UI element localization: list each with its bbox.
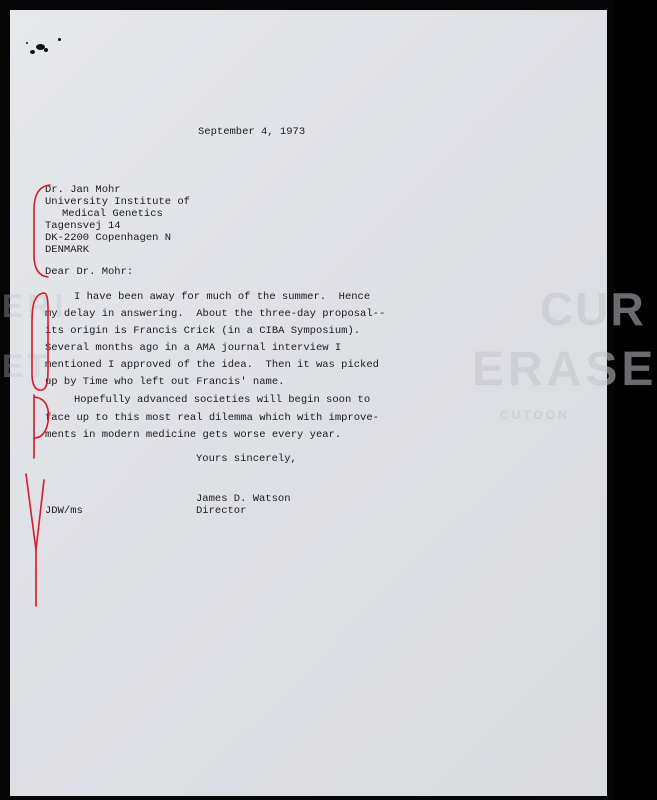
salutation: Dear Dr. Mohr: — [45, 266, 134, 278]
recipient-country: DENMARK — [45, 244, 90, 256]
body-line: up by Time who left out Francis' name. — [45, 376, 285, 388]
signer-title: Director — [196, 505, 247, 517]
stamp-text-right-2: ERASE — [472, 343, 657, 396]
body-line: Hopefully advanced societies will begin soon to — [74, 394, 371, 406]
recipient-institution-2: Medical Genetics — [62, 208, 163, 220]
body-line: ments in modern medicine gets worse every year. — [45, 429, 342, 441]
stamp-text-right-3: CUTOON — [500, 408, 570, 422]
letter-page — [2, 10, 657, 796]
stamp-text-left-2: ET — [2, 348, 51, 384]
signer-name: James D. Watson — [196, 493, 291, 505]
body-line: face up to this most real dilemma which with improve- — [45, 412, 379, 424]
letter-date: September 4, 1973 — [198, 126, 306, 138]
copy-letter-p — [34, 395, 48, 458]
recipient-street: Tagensvej 14 — [45, 220, 121, 232]
copy-letter-y — [26, 474, 44, 606]
body-line: my delay in answering. About the three-day proposal-- — [45, 308, 386, 320]
body-line: I have been away for much of the summer. Hence — [74, 291, 371, 303]
body-line: Several months ago in a AMA journal interview I — [45, 342, 342, 354]
recipient-city: DK-2200 Copenhagen N — [45, 232, 172, 244]
recipient-name: Dr. Jan Mohr — [45, 184, 121, 196]
stamp-text-left-1: ERI — [2, 288, 68, 324]
stamp-text-right-1: CUR — [540, 283, 646, 335]
closing: Yours sincerely, — [196, 453, 297, 465]
recipient-institution-1: University Institute of — [45, 196, 190, 208]
body-line: mentioned I approved of the idea. Then it was picked — [45, 359, 379, 371]
typist-initials: JDW/ms — [45, 505, 83, 517]
body-line: its origin is Francis Crick (in a CIBA Symposium). — [45, 325, 361, 337]
